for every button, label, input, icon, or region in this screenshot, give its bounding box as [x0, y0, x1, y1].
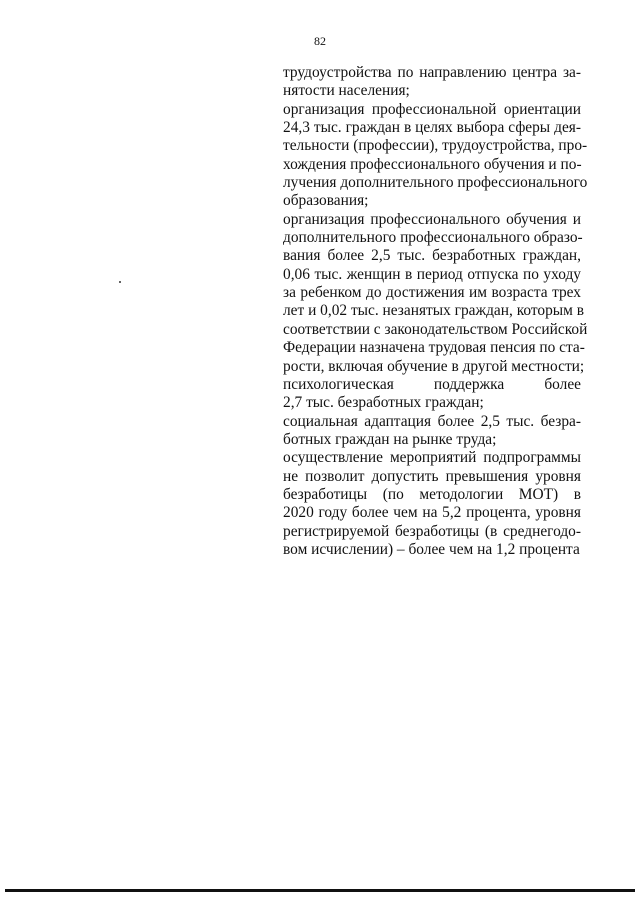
text-line: Федерации назначена трудовая пенсия по ста- [283, 339, 585, 357]
paragraph-social-adaptation [283, 413, 581, 450]
text-line: тельности (профессии), трудоустройства, про- [283, 137, 588, 155]
text-line: рости, включая обучение в другой местности; [283, 357, 585, 375]
text-line: образования; [283, 192, 369, 210]
text-line: организация профессиональной ориентации [283, 100, 581, 118]
text-line: осуществление мероприятий подпрограммы [283, 449, 581, 467]
text-line: за ребенком до достижения им возраста трех [283, 284, 581, 302]
paragraph-psychological-support [283, 376, 581, 413]
text-line: психологическая поддержка более [283, 375, 581, 393]
bottom-rule [5, 889, 635, 892]
text-line: регистрируемой безработицы (в среднегодо- [283, 522, 581, 540]
paragraph-career-guidance [283, 100, 588, 211]
text-line: нятости населения; [283, 82, 410, 100]
text-line: социальная адаптация более 2,5 тыс. безра- [283, 412, 581, 430]
text-line: не позволит допустить превышения уровня [283, 467, 581, 485]
page-number: 82 [314, 34, 326, 48]
text-line: хождения профессионального обучения и по- [283, 155, 582, 173]
document-text-column [283, 64, 588, 559]
paragraph-unemployment-targets [283, 449, 581, 559]
text-line: 2020 году более чем на 5,2 процента, уровня [283, 504, 581, 522]
text-line: вом исчислении) – более чем на 1,2 процента [283, 540, 580, 558]
text-line: вания более 2,5 тыс. безработных граждан, [283, 247, 581, 265]
text-line: 0,06 тыс. женщин в период отпуска по уходу [283, 265, 581, 283]
text-line: лет и 0,02 тыс. незанятых граждан, которым в [283, 302, 584, 320]
paragraph-professional-training [283, 210, 588, 376]
text-line: соответствии с законодательством Российской [283, 320, 588, 338]
scan-speck [119, 281, 121, 283]
text-line: ботных граждан на рынке труда; [283, 430, 497, 448]
text-line: безработицы (по методологии МОТ) в [283, 485, 581, 503]
text-line: 24,3 тыс. граждан в целях выбора сферы дея- [283, 119, 581, 137]
paragraph-employment-direction [283, 64, 581, 101]
text-line: трудоустройства по направлению центра за- [283, 64, 581, 81]
text-line: дополнительного профессионального образо- [283, 229, 583, 247]
text-line: лучения дополнительного профессионального [283, 174, 588, 192]
text-line: 2,7 тыс. безработных граждан; [283, 394, 484, 412]
text-line: организация профессионального обучения и [283, 210, 581, 228]
